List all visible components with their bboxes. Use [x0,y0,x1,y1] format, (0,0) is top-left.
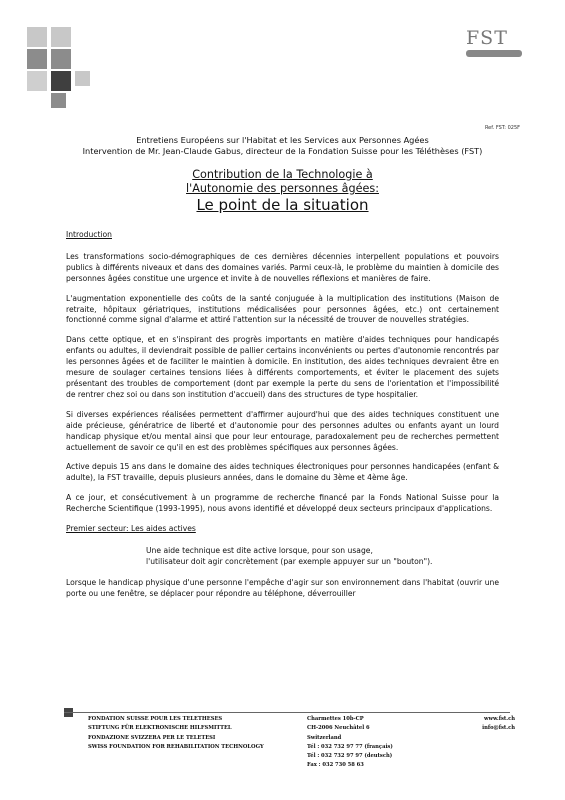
definition-quote [66,546,499,568]
subtitle-line: Intervention de Mr. Jean-Claude Gabus, directeur de la Fondation Suisse pour les Téléthèses (FST) [82,146,483,156]
paragraph: Active depuis 15 ans dans le domaine des aides techniques électroniques pour personnes handicapées (enfant & adulte), la FST travaille, depuis plusieurs années, dans le domaine du 3ème et 4ème âge. [66,462,499,483]
decor-square [51,93,66,108]
address-line: Switzerland [307,734,342,741]
address-line: Fax : 032 730 58 63 [307,762,364,769]
paragraph: A ce jour, et consécutivement à un programme de recherche financé par la Fonds National Suisse pour la Recherche Scientifique (1993-1995), nous avons identifié et développé deux secteurs principaux d'applications. [66,493,499,514]
foundation-name: STIFTUNG FÜR ELEKTRONISCHE HILFSMITTEL [88,725,232,732]
foundation-names [88,715,264,752]
foundation-contact [482,715,515,734]
paragraph: Lorsque le handicap physique d'une personne l'empêche d'agir sur son environnement dans l'habitat (ouvrir une porte ou une fenêtre, se déplacer pour répondre au téléphone, déverrouiller [66,577,499,598]
paragraph: L'augmentation exponentielle des coûts de la santé conjuguée à la multiplication des institutions (Maison de retraite, hôpitaux gériatriques, institutions médicalisées pour personnes âgées, etc.) ont certainement fonctionné comme signal d'alarme et attiré l'attention sur la nécessité de trouver de nouvelles stratégies. [66,293,499,325]
paragraph: Dans cette optique, et en s'inspirant des progrès importants en matière d'aides techniques pour handicapés enfants ou adultes, il deviendrait possible de pallier certains inconvénients ou pertes d'autonomie rencontrés par les personnes âgées et de faciliter le maintien à domicile. En institution, des aides techniques devraient être en mesure de soulager certaines tensions liées à différents comportements, et éviter le placement des sujets présentant des troubles de comportement (dont par exemple la perte du sens de l'orientation et l'impossibilité de rentrer chez soi ou dans son institution d'accueil) dans des structures de type hospitalier. [66,335,499,399]
logo-text: FST [466,27,508,49]
quote-line: l'utilisateur doit agir concrètement (par exemple appuyer sur un "bouton"). [146,556,433,566]
address-line: Tél : 032 732 97 97 (deutsch) [307,753,393,760]
paragraph: Les transformations socio-démographiques de ces dernières décennies interpellent populations et pouvoirs publics à différents niveaux et dans des domaines variés. Parmi ceux-là, le problème du maintien à domicile des personnes âgées constitue une urgence et invite à de nouvelles réflexions et manières de faire. [66,251,499,283]
quote-line: Une aide technique est dite active lorsque, pour son usage, [146,545,373,555]
foundation-address [307,715,393,771]
decor-square [27,71,47,91]
decor-square [75,71,90,86]
foundation-name: FONDATION SUISSE POUR LES TELETHESES [88,716,223,722]
decor-square [27,49,47,69]
title-line: Contribution de la Technologie à [192,168,373,181]
title-main: Le point de la situation [196,196,369,214]
title-line: l'Autonomie des personnes âgées: [186,182,379,195]
section-heading: Premier secteur: Les aides actives [66,524,196,534]
reference-number: Ref. FST: 025F [484,125,520,131]
decor-square [27,27,47,47]
fst-logo [466,28,528,57]
decor-square [51,27,71,47]
foundation-name: FONDAZIONE SVIZZERA PER LE TELETESI [88,734,216,741]
document-body [66,230,499,609]
address-line: CH-2006 Neuchâtel 6 [307,725,370,732]
address-line: Tél : 032 732 97 77 (français) [307,743,393,750]
decor-square [51,49,71,69]
footer-divider [64,712,510,713]
event-subtitle [60,135,505,157]
email-link[interactable]: info@fst.ch [482,725,515,732]
foundation-name: SWISS FOUNDATION FOR REHABILITATION TECHNOLOGY [88,743,264,750]
address-line: Charmettes 10b-CP [307,716,364,722]
section-heading: Introduction [66,230,112,239]
website-link[interactable]: www.fst.ch [484,716,515,722]
document-title [60,168,505,214]
logo-bar [466,50,522,57]
paragraph: Si diverses expériences réalisées permettent d'affirmer aujourd'hui que des aides techniques constituent une aide précieuse, génératrice de liberté et d'autonomie pour des personnes adultes ou enfants ayant un lourd handicap physique et/ou mental ainsi que pour leur entourage, paradoxalement peu de recherches permettent actuellement de savoir ce qu'il en est des problèmes spécifiques aux personnes âgées. [66,409,499,452]
subtitle-line: Entretiens Européens sur l'Habitat et les Services aux Personnes Agées [136,135,429,145]
decor-square [51,71,71,91]
